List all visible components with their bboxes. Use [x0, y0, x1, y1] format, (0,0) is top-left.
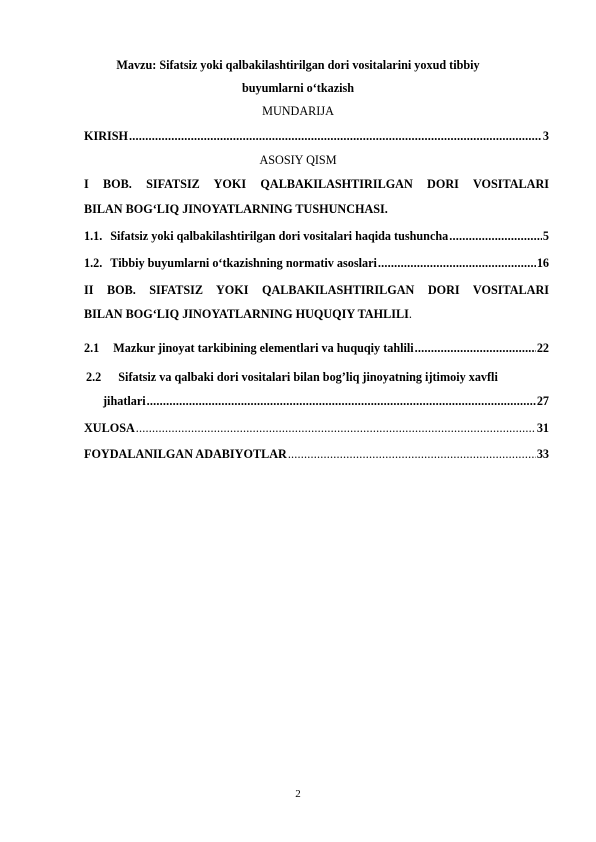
chapter-2-title-line-2[interactable] — [84, 307, 549, 322]
toc-page-number: 27 — [536, 394, 549, 408]
toc-label: FOYDALANILGAN ADABIYOTLAR — [84, 447, 287, 461]
main-part-heading: ASOSIY QISM — [259, 153, 337, 167]
toc-section-number: 2.2 — [86, 370, 102, 384]
topic-line-1: Mavzu: Sifatsiz yoki qalbakilashtirilgan dori vositalarini yoxud tibbiy — [116, 58, 480, 72]
toc-entry-2-2-line-2[interactable] — [103, 394, 549, 409]
toc-page-number: 33 — [536, 447, 549, 461]
chapter-2-title-period: . — [408, 307, 412, 321]
toc-leader — [129, 129, 542, 144]
toc-entry-2-1[interactable] — [84, 341, 549, 356]
toc-leader — [288, 447, 536, 462]
toc-page-number: 31 — [536, 421, 549, 435]
toc-leader — [378, 256, 536, 271]
page-number: 2 — [295, 788, 301, 800]
toc-entry-1-2[interactable] — [84, 256, 549, 271]
toc-page-number: 5 — [542, 229, 549, 243]
chapter-2-title-text: BILAN BOGʻLIQ JINOYATLARNING HUQUQIY TAHLILI — [84, 307, 409, 321]
toc-label: Sifatsiz va qalbaki dori vositalari bilan bog’liq jinoyatning ijtimoiy xavfli — [118, 370, 498, 384]
toc-leader — [136, 421, 536, 436]
toc-entry-1-1[interactable] — [84, 229, 549, 244]
toc-entry-references[interactable] — [84, 447, 549, 462]
toc-label: jihatlari — [103, 394, 146, 408]
toc-label: Tibbiy buyumlarni oʻtkazishning normativ asoslari — [110, 256, 377, 270]
toc-section-number: 1.2. — [84, 256, 103, 270]
toc-section-number: 1.1. — [84, 229, 103, 243]
toc-section-number: 2.1 — [84, 341, 100, 355]
topic-line-2: buyumlarni oʻtkazish — [241, 81, 355, 95]
chapter-1-title-line-1[interactable]: I BOB. SIFATSIZ YOKI QALBAKILASHTIRILGAN DORI VOSITALARI — [84, 177, 549, 191]
toc-label: KIRISH — [84, 129, 129, 143]
toc-page-number: 3 — [542, 129, 549, 143]
toc-entry-2-2-line-1[interactable] — [86, 370, 498, 385]
toc-leader — [147, 394, 536, 409]
chapter-1-title-line-2[interactable]: BILAN BOGʻLIQ JINOYATLARNING TUSHUNCHASI. — [84, 202, 388, 216]
toc-entry-conclusion[interactable] — [84, 421, 549, 436]
toc-label: Sifatsiz yoki qalbakilashtirilgan dori vositalari haqida tushuncha — [110, 229, 449, 243]
chapter-2-title-line-1[interactable]: II BOB. SIFATSIZ YOKI QALBAKILASHTIRILGAN DORI VOSITALARI — [84, 283, 549, 297]
toc-leader — [415, 341, 536, 356]
toc-entry-intro[interactable] — [84, 129, 549, 144]
toc-leader — [449, 229, 542, 244]
toc-page-number: 16 — [536, 256, 549, 270]
contents-heading: MUNDARIJA — [262, 104, 334, 118]
toc-label: XULOSA — [84, 421, 135, 435]
toc-page-number: 22 — [536, 341, 549, 355]
toc-label: Mazkur jinoyat tarkibining elementlari va huquqiy tahlili — [113, 341, 414, 355]
